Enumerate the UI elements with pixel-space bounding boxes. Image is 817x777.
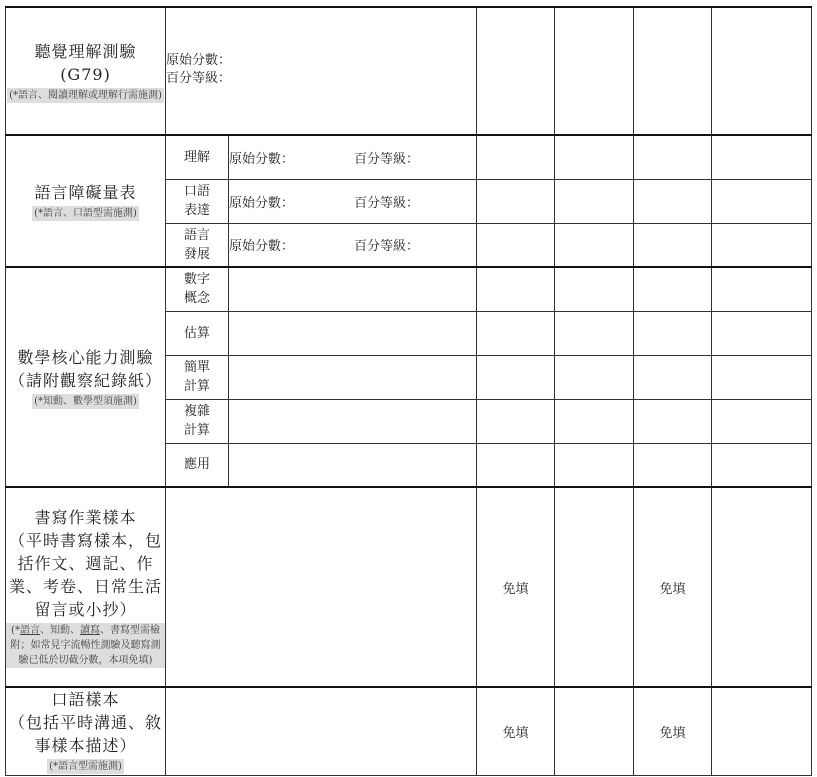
oral-exempt-1: 免填 — [477, 687, 555, 775]
g79-col-7[interactable] — [712, 7, 812, 135]
row-oral — [6, 687, 812, 775]
math-sub-label: 複雜計算 — [166, 399, 229, 443]
cell[interactable] — [634, 355, 712, 399]
math-sub-score[interactable] — [229, 311, 477, 355]
pct-label: 百分等級： — [354, 151, 420, 167]
cell[interactable] — [477, 311, 555, 355]
cell[interactable] — [477, 223, 555, 267]
oral-exempt-2: 免填 — [634, 687, 712, 775]
cell[interactable] — [477, 135, 555, 179]
language-sub-label: 口語表達 — [166, 179, 229, 223]
cell[interactable] — [712, 179, 812, 223]
oral-sample-cell[interactable] — [166, 687, 477, 775]
note-mid: 、知動、 — [39, 625, 80, 636]
cell[interactable] — [634, 311, 712, 355]
cell[interactable] — [712, 443, 812, 487]
language-title: 語言障礙量表 — [34, 183, 137, 202]
math-name-cell — [6, 267, 166, 487]
cell[interactable] — [555, 135, 634, 179]
pct-label: 百分等級： — [354, 239, 420, 255]
row-math-number — [6, 267, 812, 311]
cell[interactable] — [712, 487, 812, 687]
math-sub-label: 數字概念 — [166, 267, 229, 311]
math-note: (*知動、數學型須施測) — [34, 395, 137, 407]
cell[interactable] — [477, 267, 555, 311]
g79-title: 聽覺理解測驗 — [34, 41, 137, 61]
writing-name-cell — [6, 487, 166, 687]
cell[interactable] — [555, 179, 634, 223]
language-sub-score[interactable] — [229, 223, 477, 267]
language-name-cell — [6, 135, 166, 267]
note-underlined-literacy: 讀寫 — [79, 625, 100, 636]
language-sub-label: 理解 — [166, 135, 229, 179]
cell[interactable] — [712, 399, 812, 443]
row-language-comprehension — [6, 135, 812, 179]
cell[interactable] — [555, 311, 634, 355]
cell[interactable] — [712, 311, 812, 355]
cell[interactable] — [477, 355, 555, 399]
oral-note: (*語言型需施測) — [49, 761, 122, 773]
cell[interactable] — [477, 443, 555, 487]
row-writing — [6, 487, 812, 687]
language-sub-label: 語言發展 — [166, 223, 229, 267]
oral-name-cell — [6, 687, 166, 775]
writing-sample-cell[interactable] — [166, 487, 477, 687]
cell[interactable] — [555, 399, 634, 443]
oral-title: 口語樣本 — [51, 690, 120, 710]
math-sub-score[interactable] — [229, 355, 477, 399]
math-sub-score[interactable] — [229, 267, 477, 311]
cell[interactable] — [634, 179, 712, 223]
cell[interactable] — [555, 687, 634, 775]
math-sub-score[interactable] — [229, 399, 477, 443]
math-title: 數學核心能力測驗 — [17, 347, 154, 367]
g79-col-5[interactable] — [555, 7, 634, 135]
language-note: (*語言、口語型需施測) — [34, 208, 137, 219]
cell[interactable] — [634, 223, 712, 267]
raw-label: 原始分數： — [229, 195, 295, 211]
cell[interactable] — [712, 267, 812, 311]
cell[interactable] — [555, 267, 634, 311]
cell[interactable] — [634, 399, 712, 443]
g79-raw-label: 原始分數： — [166, 53, 232, 68]
raw-label: 原始分數： — [229, 239, 295, 255]
writing-exempt-2: 免填 — [634, 487, 712, 687]
g79-code: (G79) — [60, 64, 111, 84]
math-sub-label: 應用 — [166, 443, 229, 487]
oral-desc: （包括平時溝通、敘事樣本描述） — [8, 713, 162, 756]
writing-title: 書寫作業樣本 — [34, 508, 137, 527]
assessment-table — [5, 6, 812, 776]
cell[interactable] — [477, 399, 555, 443]
cell[interactable] — [477, 179, 555, 223]
g79-col-6[interactable] — [634, 7, 712, 135]
cell[interactable] — [712, 223, 812, 267]
language-sub-score[interactable] — [229, 179, 477, 223]
cell[interactable] — [712, 687, 812, 775]
language-sub-score[interactable] — [229, 135, 477, 179]
g79-note: (*語言、閱讀理解或理解行需施測) — [9, 89, 162, 101]
g79-pct-label: 百分等級： — [166, 71, 232, 86]
cell[interactable] — [555, 223, 634, 267]
cell[interactable] — [634, 135, 712, 179]
writing-note — [6, 623, 165, 668]
cell[interactable] — [634, 443, 712, 487]
math-sub-label: 估算 — [166, 311, 229, 355]
raw-label: 原始分數： — [229, 151, 295, 167]
g79-score-cell[interactable] — [166, 7, 477, 135]
cell[interactable] — [555, 487, 634, 687]
math-sub-label: 簡單計算 — [166, 355, 229, 399]
cell[interactable] — [555, 355, 634, 399]
pct-label: 百分等級： — [354, 195, 420, 211]
g79-col-4[interactable] — [477, 7, 555, 135]
math-sub-score[interactable] — [229, 443, 477, 487]
cell[interactable] — [712, 355, 812, 399]
cell[interactable] — [634, 267, 712, 311]
cell[interactable] — [712, 135, 812, 179]
writing-desc: （平時書寫樣本，包括作文、週記、作業、考卷、日常生活留言或小抄） — [8, 531, 162, 619]
note-prefix: (* — [11, 625, 20, 636]
note-underlined-language: 語言 — [19, 625, 40, 636]
writing-exempt-1: 免填 — [477, 487, 555, 687]
math-title-2: （請附觀察紀錄紙） — [8, 370, 162, 390]
note-rest: 、書寫型需檢附；如常見字流暢性測驗及聽寫測驗已低於切截分數，本項免填) — [10, 625, 161, 666]
g79-name-cell — [6, 7, 166, 135]
row-g79 — [6, 7, 812, 135]
cell[interactable] — [555, 443, 634, 487]
